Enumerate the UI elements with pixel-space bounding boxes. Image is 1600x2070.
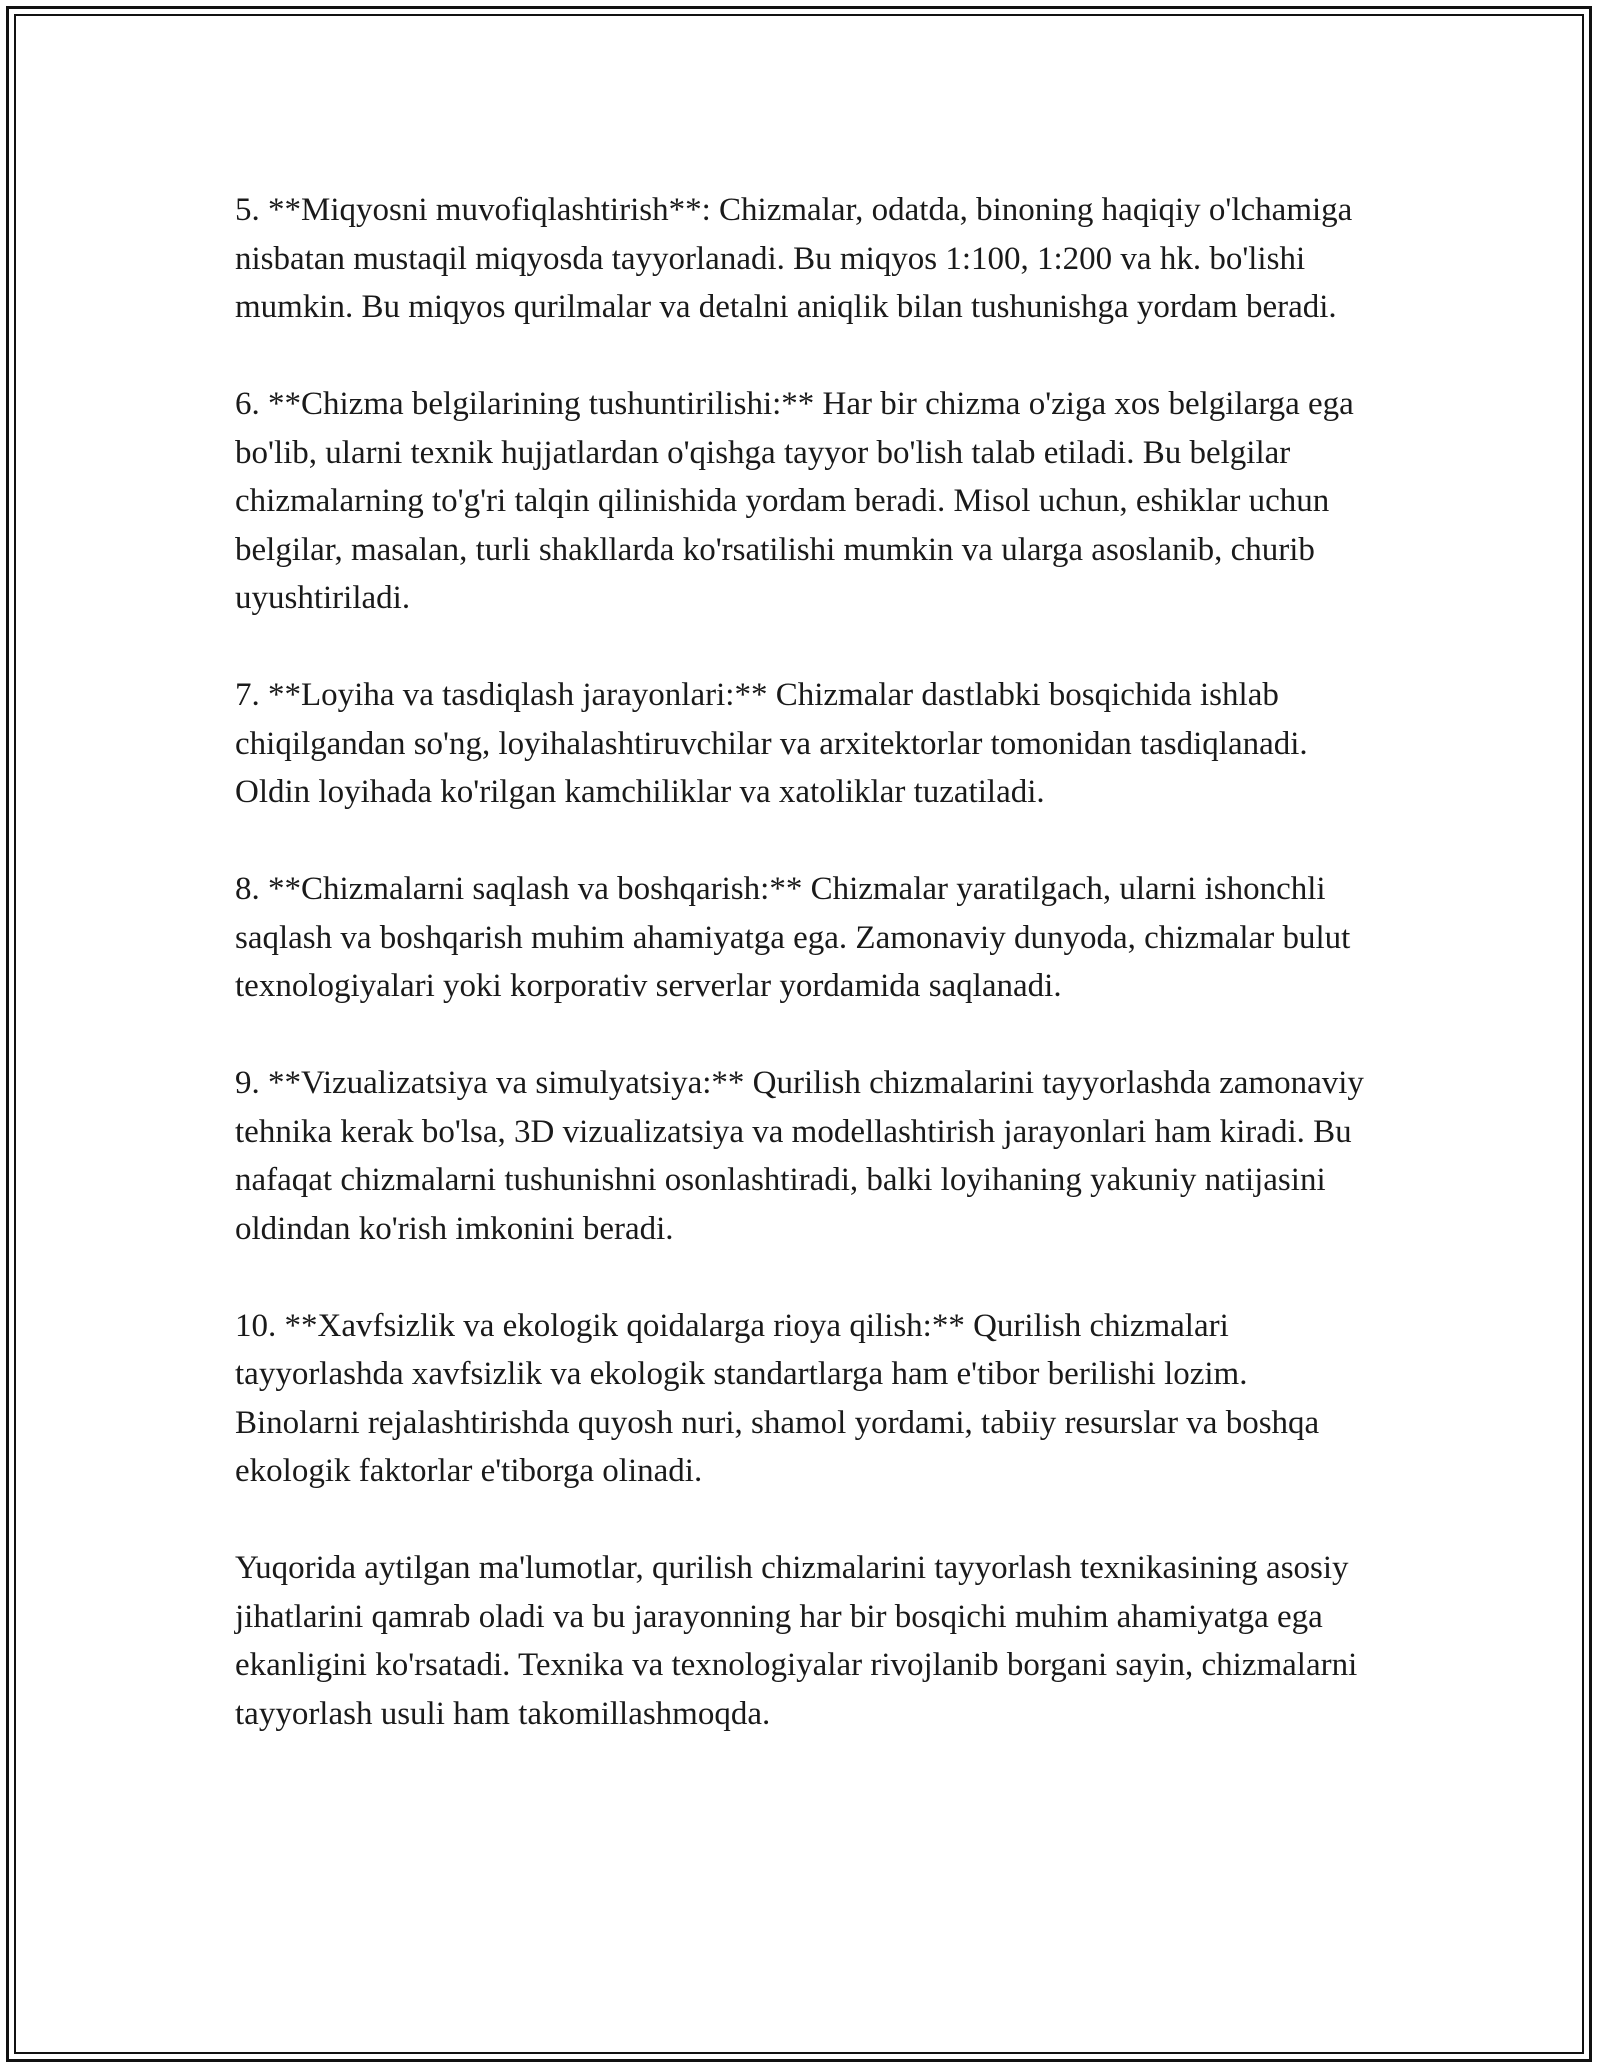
paragraph-item-10: 10. **Xavfsizlik va ekologik qoidalarga rioya qilish:** Qurilish chizmalari tayyorlashda xavfsizlik va ekologik standartlarga ham e'tibor berilishi lozim. Binolarni rejalashtirishda quyosh nuri, shamol yordami, tabiiy resurslar va boshqa ekologik faktorlar e'tiborga olinadi. — [235, 1307, 1320, 1489]
document-body — [235, 186, 1375, 1787]
paragraph-item-9: 9. **Vizualizatsiya va simulyatsiya:** Qurilish chizmalarini tayyorlashda zamonaviy tehnika kerak bo'lsa, 3D vizualizatsiya va modellashtirish jarayonlari ham kiradi. Bu nafaqat chizmalarni tushunishni osonlashtiradi, balki loyihaning yakuniy natijasini oldindan ko'rish imkonini beradi. — [235, 1065, 1364, 1247]
paragraph-item-6: 6. **Chizma belgilarining tushuntirilishi:** Har bir chizma o'ziga xos belgilarga ega bo'lib, ularni texnik hujjatlardan o'qishga tayyor bo'lish talab etiladi. Bu belgilar chizmalarning to'g'ri talqin qilinishida yordam beradi. Misol uchun, eshiklar uchun belgilar, masalan, turli shakllarda ko'rsatilishi mumkin va ularga asoslanib, churib uyushtiriladi. — [235, 386, 1354, 616]
paragraph-item-5: 5. **Miqyosni muvofiqlashtirish**: Chizmalar, odatda, binoning haqiqiy o'lchamiga nisbatan mustaqil miqyosda tayyorlanadi. Bu miqyos 1:100, 1:200 va hk. bo'lishi mumkin. Bu miqyos qurilmalar va detalni aniqlik bilan tushunishga yordam beradi. — [235, 192, 1353, 325]
paragraph-conclusion: Yuqorida aytilgan ma'lumotlar, qurilish chizmalarini tayyorlash texnikasining asosiy jihatlarini qamrab oladi va bu jarayonning har bir bosqichi muhim ahamiyatga ega ekanligini ko'rsatadi. Texnika va texnologiyalar rivojlanib borgani sayin, chizmalarni tayyorlash usuli ham takomillashmoqda. — [235, 1550, 1358, 1732]
paragraph-item-8: 8. **Chizmalarni saqlash va boshqarish:** Chizmalar yaratilgach, ularni ishonchli saqlash va boshqarish muhim ahamiyatga ega. Zamonaviy dunyoda, chizmalar bulut texnologiyalari yoki korporativ serverlar yordamida saqlanadi. — [235, 871, 1351, 1004]
paragraph-item-7: 7. **Loyiha va tasdiqlash jarayonlari:** Chizmalar dastlabki bosqichida ishlab chiqilgandan so'ng, loyihalashtiruvchilar va arxitektorlar tomonidan tasdiqlanadi. Oldin loyihada ko'rilgan kamchiliklar va xatoliklar tuzatiladi. — [235, 677, 1308, 810]
